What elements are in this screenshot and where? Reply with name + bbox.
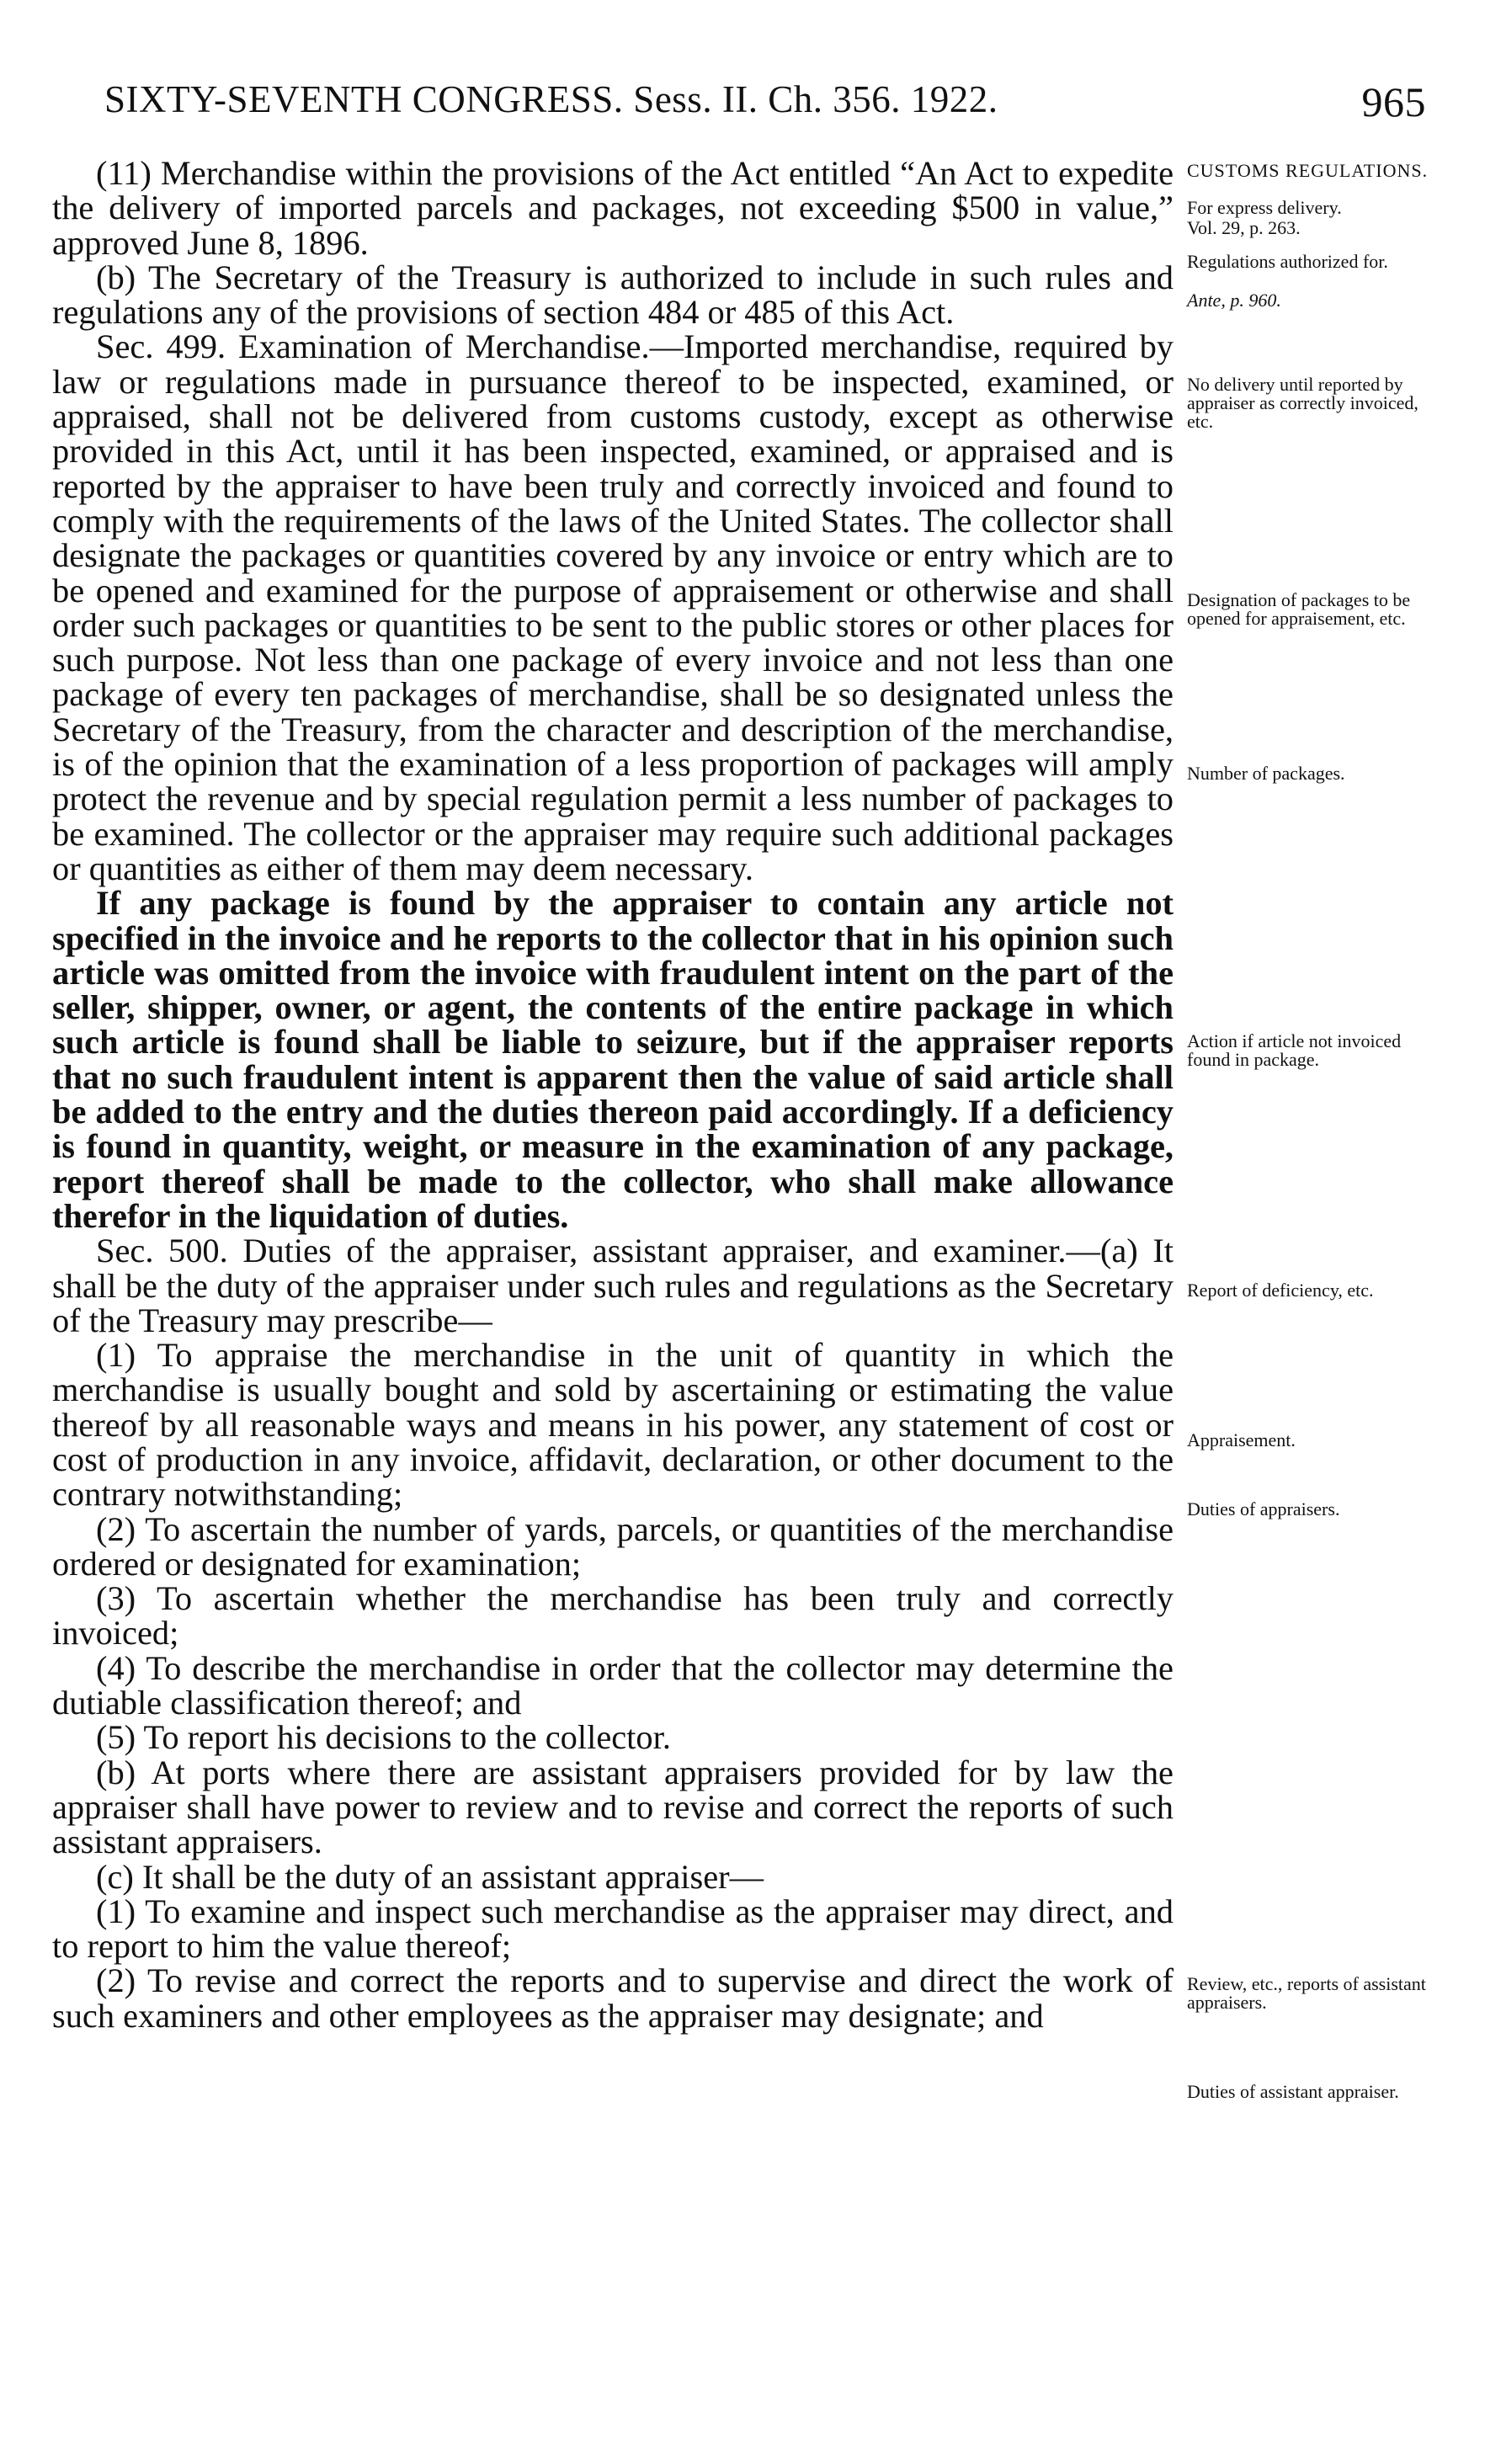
paragraph-duty-1: (1) To appraise the merchandise in the unit of quantity in which the merchandise is usually bought and sold by ascertaining or estimating the value thereof by all reasonable ways and means in his power, any statement of cost or cost of production in any invoice, affidavit, declaration, or other document to the contrary notwithstanding; — [52, 1336, 1174, 1514]
paragraph-sec-500: Sec. 500. Duties of the appraiser, assistant appraiser, and examiner.—(a) It shall be the duty of the appraiser under such rules and regulations as the Secretary of the Treasury may prescribe— — [52, 1232, 1174, 1339]
main-text — [52, 156, 1174, 2033]
margin-note-vol-29: Vol. 29, p. 263. — [1187, 217, 1301, 238]
margin-note-ante-960: Ante, p. 960. — [1187, 290, 1281, 311]
margin-note-action-article: Action if article not invoiced found in package. — [1187, 1030, 1402, 1070]
running-head: SIXTY-SEVENTH CONGRESS. Sess. II. Ch. 356. 1922. — [104, 78, 998, 120]
margin-note-duties-appraisers: Duties of appraisers. — [1187, 1498, 1340, 1519]
page-header — [52, 77, 1426, 136]
paragraph-b-review: (b) At ports where there are assistant appraisers provided for by law the appraiser shall have power to review and to revise and correct the reports of such assistant appraisers. — [52, 1753, 1174, 1861]
paragraph-assistant-1: (1) To examine and inspect such merchandise as the appraiser may direct, and to report to him the value thereof; — [52, 1892, 1174, 1966]
paragraph-assistant-2: (2) To revise and correct the reports and to supervise and direct the work of such examiners and other employees as the appraiser may designate; and — [52, 1961, 1174, 2035]
margin-note-report-deficiency: Report of deficiency, etc. — [1187, 1280, 1374, 1301]
margin-note-customs-regulations: CUSTOMS REGULATIONS. — [1187, 160, 1429, 181]
paragraph-sec-499: Sec. 499. Examination of Merchandise.—Imported merchandise, required by law or regulations made in pursuance thereof to be inspected, examined, or appraised, shall not be delivered from customs custody, except as otherwise provided in this Act, until it has been inspected, examined, or appraised and is reported by the appraiser to have been truly and correctly invoiced and found to comply with the requirements of the laws of the United States. The collector shall designate the packages or quantities covered by any invoice or entry which are to be opened and examined for the purpose of appraisement or otherwise and shall order such packages or quantities to be sent to the public stores or other places for such purpose. Not less than one package of every invoice and not less than one package of every ten packages of merchandise, shall be so designated unless the Secretary of the Treasury, from the character and description of the merchandise, is of the opinion that the examination of a less proportion of packages will amply protect the revenue and by special regulation permit a less number of packages to be examined. The collector or the appraiser may require such additional packages or quantities as either of them may deem necessary. — [52, 327, 1174, 887]
paragraph-duty-3: (3) To ascertain whether the merchandise has been truly and correctly invoiced; — [52, 1579, 1174, 1652]
paragraph-duty-5: (5) To report his decisions to the collector. — [96, 1718, 671, 1757]
margin-note-appraisement: Appraisement. — [1187, 1429, 1296, 1450]
paragraph-c-assistant: (c) It shall be the duty of an assistant appraiser— — [96, 1857, 764, 1896]
margin-note-no-delivery: No delivery until reported by appraiser as correctly invoiced, etc. — [1187, 374, 1418, 432]
margin-note-designation-packages: Designation of packages to be opened for appraisement, etc. — [1187, 589, 1411, 629]
paragraph-duty-2: (2) To ascertain the number of yards, parcels, or quantities of the merchandise ordered or designated for examination; — [52, 1509, 1174, 1583]
margin-note-duties-assistant: Duties of assistant appraiser. — [1187, 2081, 1399, 2102]
paragraph-fraudulent-article: If any package is found by the appraiser to contain any article not specified in the invoice and he reports to the collector that in his opinion such article was omitted from the invoice with fraudulent intent on the part of the seller, shipper, owner, or agent, the contents of the entire package in which such article is found shall be liable to seizure, but if the appraiser reports that no such fraudulent intent is apparent then the value of said article shall be added to the entry and the duties thereon paid accordingly. If a deficiency is found in quantity, weight, or measure in the examination of any package, report thereof shall be made to the collector, who shall make allowance therefor in the liquidation of duties. — [52, 884, 1174, 1235]
paragraph-11-merchandise: (11) Merchandise within the provisions of the Act entitled “An Act to expedite the delivery of imported parcels and packages, not exceeding $500 in value,” approved June 8, 1896. — [52, 154, 1174, 262]
margin-note-express-delivery: For express delivery. — [1187, 197, 1342, 218]
paragraph-b-secretary: (b) The Secretary of the Treasury is authorized to include in such rules and regulations any of the provisions of section 484 or 485 of this Act. — [52, 258, 1174, 332]
margin-note-number-packages: Number of packages. — [1187, 763, 1345, 784]
margin-note-regulations-authorized: Regulations authorized for. — [1187, 251, 1388, 272]
margin-note-review-reports: Review, etc., reports of assistant appraisers. — [1187, 1973, 1426, 2013]
page-number: 965 — [1361, 78, 1426, 125]
paragraph-duty-4: (4) To describe the merchandise in order that the collector may determine the dutiable classification thereof; and — [52, 1648, 1174, 1722]
